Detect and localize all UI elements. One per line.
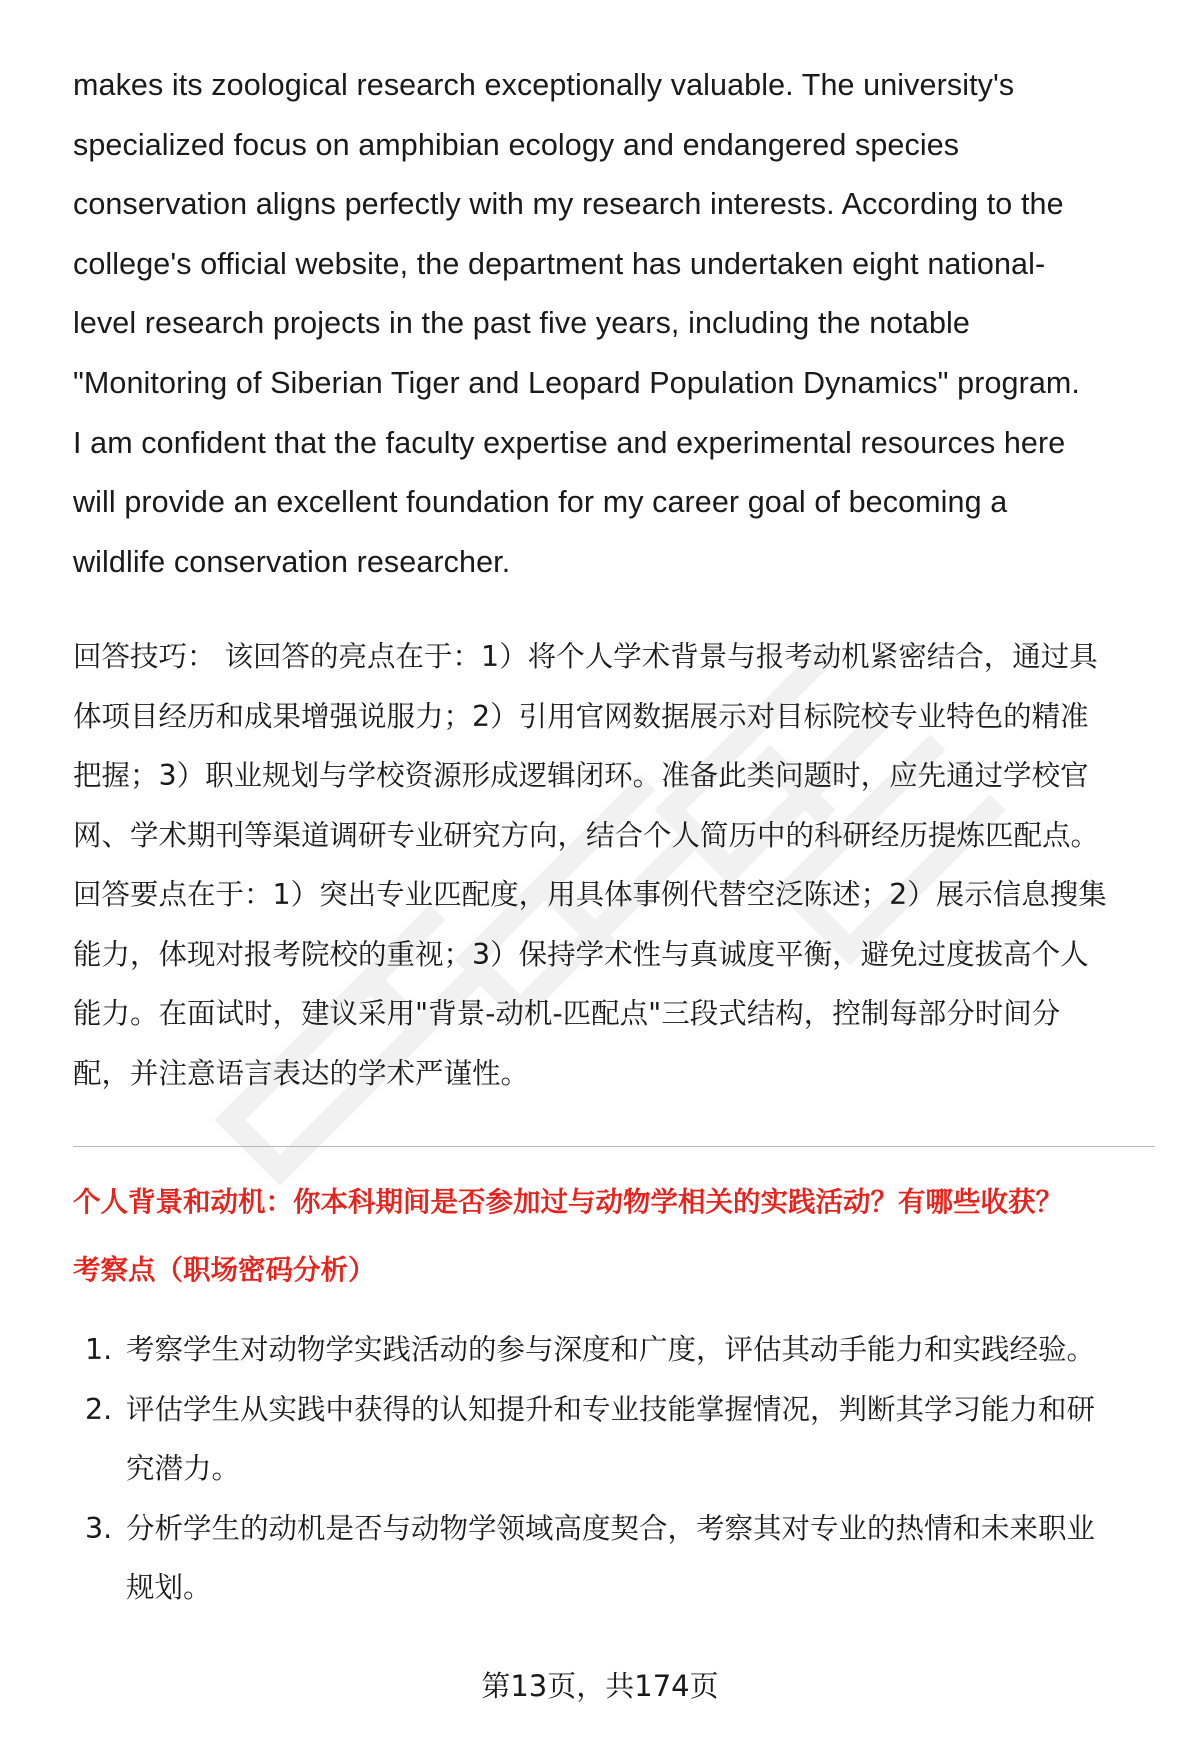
essay-line: "Monitoring of Siberian Tiger and Leopard Population Dynamics" program. <box>73 365 1080 400</box>
list-item-text: 规划。 <box>126 1571 212 1604</box>
essay-line: college's official website, the department has undertaken eight national- <box>73 246 1046 281</box>
page-number: 第13页，共174页 <box>481 1669 719 1703</box>
section-divider <box>73 1146 1155 1147</box>
list-item-text: 究潜力。 <box>126 1452 241 1485</box>
list-item <box>73 1499 1158 1618</box>
answer-tips-paragraph <box>73 627 1153 1103</box>
list-item-number: 3. <box>85 1511 113 1545</box>
list-item <box>73 1320 1158 1380</box>
tips-line: 把握；3）职业规划与学校资源形成逻辑闭环。准备此类问题时，应先通过学校官 <box>73 759 1089 793</box>
essay-line: level research projects in the past five years, including the notable <box>73 306 970 341</box>
tips-line: 网、学术期刊等渠道调研专业研究方向，结合个人简历中的科研经历提炼匹配点。 <box>73 818 1100 852</box>
essay-paragraph <box>73 56 1153 592</box>
essay-line: I am confident that the faculty expertise and experimental resources here <box>73 425 1066 460</box>
essay-line: specialized focus on amphibian ecology and endangered species <box>73 127 960 162</box>
list-item-text: 分析学生的动机是否与动物学领域高度契合，考察其对专业的热情和未来职业 <box>126 1511 1096 1545</box>
question-heading: 个人背景和动机：你本科期间是否参加过与动物学相关的实践活动？有哪些收获？ <box>73 1186 1063 1218</box>
main-content <box>73 56 1153 1103</box>
tips-line: 配，并注意语言表达的学术严谨性。 <box>73 1056 530 1090</box>
essay-line: conservation aligns perfectly with my research interests. According to the <box>73 187 1064 222</box>
assessment-points-list <box>73 1320 1158 1618</box>
list-item-text: 评估学生从实践中获得的认知提升和专业技能掌握情况，判断其学习能力和研 <box>126 1392 1096 1426</box>
essay-line: wildlife conservation researcher. <box>73 544 511 579</box>
list-item <box>73 1380 1158 1499</box>
tips-line: 能力。在面试时，建议采用"背景-动机-匹配点"三段式结构，控制每部分时间分 <box>73 997 1061 1031</box>
tips-line: 能力，体现对报考院校的重视；3）保持学术性与真诚度平衡，避免过度拔高个人 <box>73 937 1089 971</box>
list-item-number: 1. <box>85 1333 113 1366</box>
tips-line: 回答技巧： 该回答的亮点在于：1）将个人学术背景与报考动机紧密结合，通过具 <box>73 640 1098 674</box>
tips-line: 回答要点在于：1）突出专业匹配度，用具体事例代替空泛陈述；2）展示信息搜集 <box>73 878 1107 912</box>
list-item-number: 2. <box>85 1392 113 1426</box>
tips-line: 体项目经历和成果增强说服力；2）引用官网数据展示对目标院校专业特色的精准 <box>73 699 1089 733</box>
assessment-subheading: 考察点（职场密码分析） <box>73 1254 376 1286</box>
essay-line: will provide an excellent foundation for my career goal of becoming a <box>73 485 1008 520</box>
list-item-text: 考察学生对动物学实践活动的参与深度和广度，评估其动手能力和实践经验。 <box>126 1333 1096 1366</box>
essay-line: makes its zoological research exceptionally valuable. The university's <box>73 68 1015 102</box>
